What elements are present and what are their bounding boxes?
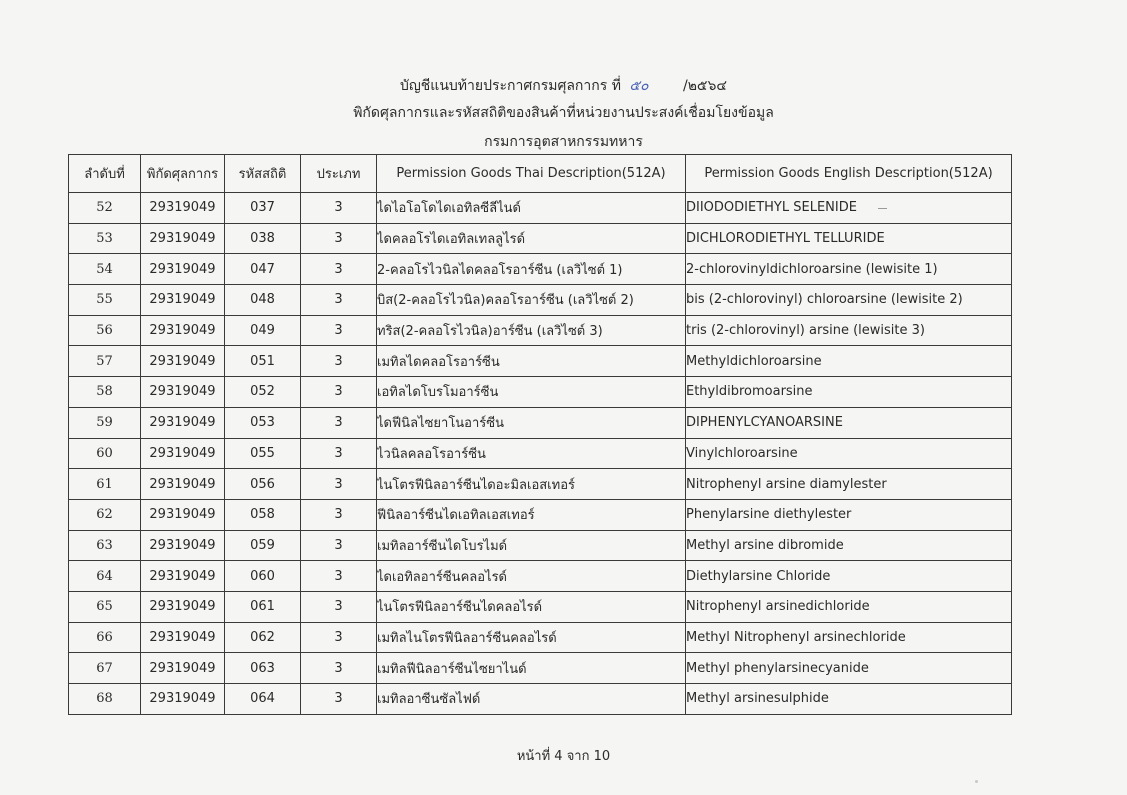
cell-stat-code: 064: [225, 684, 301, 715]
cell-type: 3: [301, 346, 377, 377]
cell-thai-description: เมทิลไดคลอโรอาร์ซีน: [377, 346, 686, 377]
cell-stat-code: 059: [225, 530, 301, 561]
cell-seq: 67: [69, 653, 141, 684]
table-row: [69, 193, 1012, 224]
cell-stat-code: 061: [225, 591, 301, 622]
table-row: [69, 469, 1012, 500]
cell-seq: 65: [69, 591, 141, 622]
cell-tariff: 29319049: [141, 622, 225, 653]
cell-english-description: Phenylarsine diethylester: [686, 499, 1012, 530]
cell-thai-description: ไวนิลคลอโรอาร์ซีน: [377, 438, 686, 469]
cell-tariff: 29319049: [141, 561, 225, 592]
cell-thai-description: เมทิลไนโตรฟีนิลอาร์ซีนคลอไรด์: [377, 622, 686, 653]
cell-english-description: tris (2-chlorovinyl) arsine (lewisite 3): [686, 315, 1012, 346]
column-header-thai-description: Permission Goods Thai Description(512A): [377, 155, 686, 193]
cell-seq: 68: [69, 684, 141, 715]
cell-tariff: 29319049: [141, 438, 225, 469]
cell-type: 3: [301, 315, 377, 346]
cell-type: 3: [301, 193, 377, 224]
cell-type: 3: [301, 684, 377, 715]
cell-english-description: Diethylarsine Chloride: [686, 561, 1012, 592]
cell-tariff: 29319049: [141, 653, 225, 684]
table-row: [69, 561, 1012, 592]
cell-stat-code: 051: [225, 346, 301, 377]
cell-stat-code: 048: [225, 285, 301, 316]
cell-tariff: 29319049: [141, 407, 225, 438]
column-header-stat-code: รหัสสถิติ: [225, 155, 301, 193]
cell-tariff: 29319049: [141, 684, 225, 715]
table-row: [69, 407, 1012, 438]
cell-english-description: Nitrophenyl arsinedichloride: [686, 591, 1012, 622]
table-row: [69, 530, 1012, 561]
cell-thai-description: ไดไอโอโดไดเอทิลซีลีไนด์: [377, 193, 686, 224]
cell-stat-code: 052: [225, 377, 301, 408]
cell-type: 3: [301, 591, 377, 622]
cell-thai-description: เมทิลฟีนิลอาร์ซีนไซยาไนด์: [377, 653, 686, 684]
cell-english-description: bis (2-chlorovinyl) chloroarsine (lewisite 2): [686, 285, 1012, 316]
scan-speck: [975, 780, 978, 783]
cell-english-description: Methyl arsinesulphide: [686, 684, 1012, 715]
agency-name: กรมการอุตสาหกรรมทหาร: [484, 134, 643, 150]
column-header-seq: ลำดับที่: [69, 155, 141, 193]
cell-type: 3: [301, 285, 377, 316]
cell-type: 3: [301, 561, 377, 592]
cell-stat-code: 037: [225, 193, 301, 224]
table-row: [69, 223, 1012, 254]
cell-tariff: 29319049: [141, 193, 225, 224]
table-row: [69, 591, 1012, 622]
announcement-title: [0, 76, 1127, 96]
cell-seq: 57: [69, 346, 141, 377]
cell-english-description: Nitrophenyl arsine diamylester: [686, 469, 1012, 500]
cell-stat-code: 063: [225, 653, 301, 684]
cell-tariff: 29319049: [141, 223, 225, 254]
cell-seq: 61: [69, 469, 141, 500]
table-row: [69, 684, 1012, 715]
stray-pen-mark: [878, 208, 887, 209]
table-row: [69, 254, 1012, 285]
document-subtitle: พิกัดศุลกากรและรหัสสถิติของสินค้าที่หน่วยงานประสงค์เชื่อมโยงข้อมูล: [353, 105, 774, 121]
cell-thai-description: 2-คลอโรไวนิลไดคลอโรอาร์ซีน (เลวิไซต์ 1): [377, 254, 686, 285]
cell-thai-description: ทริส(2-คลอโรไวนิล)อาร์ซีน (เลวิไซต์ 3): [377, 315, 686, 346]
cell-thai-description: บิส(2-คลอโรไวนิล)คลอโรอาร์ซีน (เลวิไซต์ 2): [377, 285, 686, 316]
cell-tariff: 29319049: [141, 591, 225, 622]
cell-seq: 64: [69, 561, 141, 592]
cell-thai-description: เอทิลไดโบรโมอาร์ซีน: [377, 377, 686, 408]
cell-stat-code: 056: [225, 469, 301, 500]
cell-seq: 53: [69, 223, 141, 254]
cell-type: 3: [301, 622, 377, 653]
cell-thai-description: ไนโตรฟีนิลอาร์ซีนไดคลอไรด์: [377, 591, 686, 622]
table-row: [69, 653, 1012, 684]
table-row: [69, 285, 1012, 316]
cell-thai-description: ไดคลอโรไดเอทิลเทลลูไรด์: [377, 223, 686, 254]
cell-stat-code: 047: [225, 254, 301, 285]
cell-seq: 59: [69, 407, 141, 438]
cell-stat-code: 058: [225, 499, 301, 530]
cell-english-description: Ethyldibromoarsine: [686, 377, 1012, 408]
cell-thai-description: ไดเอทิลอาร์ซีนคลอไรด์: [377, 561, 686, 592]
table-row: [69, 622, 1012, 653]
cell-stat-code: 060: [225, 561, 301, 592]
cell-tariff: 29319049: [141, 254, 225, 285]
cell-english-description: DIPHENYLCYANOARSINE: [686, 407, 1012, 438]
cell-type: 3: [301, 469, 377, 500]
cell-type: 3: [301, 653, 377, 684]
cell-seq: 56: [69, 315, 141, 346]
cell-stat-code: 038: [225, 223, 301, 254]
cell-type: 3: [301, 438, 377, 469]
cell-seq: 55: [69, 285, 141, 316]
table-row: [69, 377, 1012, 408]
cell-seq: 60: [69, 438, 141, 469]
column-header-english-description: Permission Goods English Description(512A): [686, 155, 1012, 193]
cell-english-description: Vinylchloroarsine: [686, 438, 1012, 469]
cell-english-description: Methyl arsine dibromide: [686, 530, 1012, 561]
cell-thai-description: เมทิลอาร์ซีนไดโบรไมด์: [377, 530, 686, 561]
goods-table: [68, 154, 1012, 715]
cell-type: 3: [301, 377, 377, 408]
cell-type: 3: [301, 499, 377, 530]
cell-stat-code: 053: [225, 407, 301, 438]
announcement-title-prefix: บัญชีแนบท้ายประกาศกรมศุลกากร ที่: [399, 78, 621, 94]
table-row: [69, 346, 1012, 377]
cell-tariff: 29319049: [141, 377, 225, 408]
cell-english-description: Methyl phenylarsinecyanide: [686, 653, 1012, 684]
cell-tariff: 29319049: [141, 499, 225, 530]
cell-stat-code: 062: [225, 622, 301, 653]
cell-seq: 62: [69, 499, 141, 530]
cell-thai-description: ไนโตรฟีนิลอาร์ซีนไดอะมิลเอสเทอร์: [377, 469, 686, 500]
cell-thai-description: เมทิลอาซีนซัลไฟด์: [377, 684, 686, 715]
column-header-tariff: พิกัดศุลกากร: [141, 155, 225, 193]
cell-stat-code: 049: [225, 315, 301, 346]
cell-tariff: 29319049: [141, 530, 225, 561]
table-row: [69, 499, 1012, 530]
cell-stat-code: 055: [225, 438, 301, 469]
cell-thai-description: ไดฟีนิลไซยาโนอาร์ซีน: [377, 407, 686, 438]
cell-seq: 52: [69, 193, 141, 224]
cell-seq: 66: [69, 622, 141, 653]
cell-seq: 58: [69, 377, 141, 408]
cell-english-description: DICHLORODIETHYL TELLURIDE: [686, 223, 1012, 254]
column-header-type: ประเภท: [301, 155, 377, 193]
cell-type: 3: [301, 530, 377, 561]
cell-type: 3: [301, 407, 377, 438]
cell-tariff: 29319049: [141, 285, 225, 316]
table-row: [69, 438, 1012, 469]
table-row: [69, 315, 1012, 346]
page-number: หน้าที่ 4 จาก 10: [516, 749, 611, 764]
cell-type: 3: [301, 223, 377, 254]
table-header-row: [69, 155, 1012, 193]
handwritten-announcement-number: ๕๐: [629, 78, 649, 94]
cell-english-description: 2-chlorovinyldichloroarsine (lewisite 1): [686, 254, 1012, 285]
cell-type: 3: [301, 254, 377, 285]
cell-tariff: 29319049: [141, 469, 225, 500]
cell-thai-description: ฟีนิลอาร์ซีนไดเอทิลเอสเทอร์: [377, 499, 686, 530]
cell-seq: 63: [69, 530, 141, 561]
cell-english-description: Methyldichloroarsine: [686, 346, 1012, 377]
cell-english-description: DIIODODIETHYL SELENIDE: [686, 193, 1012, 224]
cell-seq: 54: [69, 254, 141, 285]
cell-tariff: 29319049: [141, 315, 225, 346]
announcement-year: /๒๕๖๔: [682, 78, 728, 94]
cell-english-description: Methyl Nitrophenyl arsinechloride: [686, 622, 1012, 653]
cell-tariff: 29319049: [141, 346, 225, 377]
